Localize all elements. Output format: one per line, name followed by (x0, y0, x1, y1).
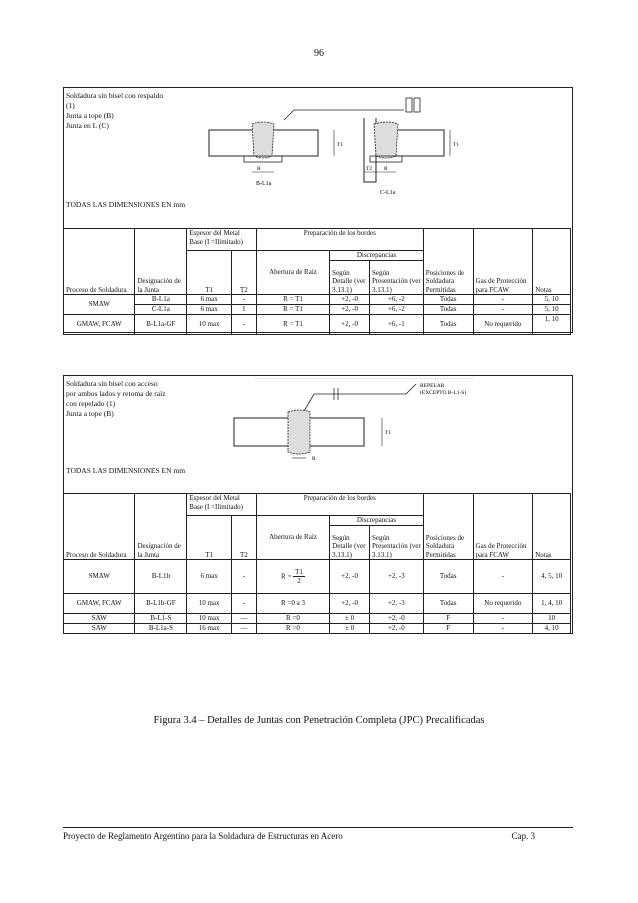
discrepancias-header: Discrepancias (330, 516, 424, 526)
t2-header: T2 (231, 516, 256, 560)
joint-table (63, 493, 571, 634)
joint-detail-figure (214, 378, 474, 462)
proceso-header: Proceso de Soldadura (64, 494, 135, 560)
svg-text:T1: T1 (453, 142, 460, 148)
segun-detalle-header: Según Detalle (ver 3.13.1) (330, 261, 370, 295)
page-footer (63, 827, 573, 841)
joint-block-b-l1a (63, 87, 573, 333)
segun-presentacion-header: Según Presentación (ver 3.13.1) (369, 261, 423, 295)
figure-caption: Figura 3.4 – Detalles de Juntas con Penetración Completa (JPC) Precalificadas (153, 715, 485, 726)
gas-header: Gas de Protección para FCAW (473, 229, 533, 295)
t1-header: T1 (187, 516, 232, 560)
excepto-label: (EXCEPTO B-L1-S) (420, 390, 467, 396)
t2-label: T2 (366, 166, 373, 172)
segun-presentacion-header: Según Presentación (ver 3.13.1) (369, 526, 423, 560)
designacion-header: Designación de la Junta (135, 494, 187, 560)
posiciones-header: Posiciones de Soldadura Permitidas (423, 229, 473, 295)
preparacion-header: Preparación de los bordes (256, 229, 423, 251)
notas-header: Notas (533, 494, 571, 560)
table-row: C-L1a 6 max I R = T1 +2, -0 +6, -2 Todas - 5, 10 (64, 305, 571, 315)
table-row: SMAW B-L1b 6 max - R = $\frac{T1}{2}$ +2, -0 +2, -3 Todas - 4, 5, 10 (64, 560, 571, 594)
repelar-label: REPELAR (420, 383, 445, 389)
footer-title: Proyecto de Reglamento Argentino para la Soldadura de Estructuras en Acero (63, 831, 343, 841)
t1-label: T1 (337, 142, 344, 148)
fig-label-c-l1a: C-L1a (380, 190, 396, 196)
table-row: SAW B-L1-S 10 max — R =0 ± 0 +2, -0 F - 10 (64, 614, 571, 624)
page-number: 96 (314, 48, 324, 59)
preparacion-header: Preparación de los bordes (256, 494, 423, 516)
svg-text:R: R (384, 166, 388, 172)
discrepancias-header: Discrepancias (330, 251, 424, 261)
table-row: SAW B-L1a-S 16 max — R =0 ± 0 +2, -0 F - 4, 10 (64, 624, 571, 634)
t1-header: T1 (187, 251, 232, 295)
designacion-header: Designación de la Junta (135, 229, 187, 295)
fig-label-b-l1a: B-L1a (256, 181, 272, 187)
joint-detail-figure (184, 90, 504, 198)
abertura-header: Abertura de Raíz (256, 516, 329, 560)
dimensions-note: TODAS LAS DIMENSIONES EN mm (66, 200, 186, 209)
table-row: SMAW B-L1a 6 max - R = T1 +2, -0 +6, -2 Todas - 5, 10 (64, 295, 571, 305)
abertura-header: Abertura de Raíz (256, 251, 329, 295)
espesor-header: Espesor del Metal Base (I =Ilimitado) (187, 229, 257, 251)
table-row: GMAW, FCAW B-L1a-GF 10 max - R = T1 +2, -0 +6, -1 Todas No requerido 1, 10 (64, 315, 571, 335)
joint-description: Soldadura sin bisel con acceso por ambos lados y retoma de raíz con repelado (1) Junta a tope (B) (66, 379, 166, 418)
footer-chapter: Cap. 3 (511, 831, 535, 841)
joint-description: Soldadura sin bisel con respaldo (1) Junta a tope (B) Junta en L (C) (66, 91, 164, 130)
gas-header: Gas de Protección para FCAW (473, 494, 533, 560)
proceso-header: Proceso de Soldadura (64, 229, 135, 295)
espesor-header: Espesor del Metal Base (I =Ilimitado) (187, 494, 257, 516)
notas-header: Notas (533, 229, 571, 295)
joint-table (63, 228, 571, 335)
posiciones-header: Posiciones de Soldadura Permitidas (423, 494, 473, 560)
t2-header: T2 (231, 251, 256, 295)
r-label: R (257, 166, 261, 172)
abertura-fraction-cell: R = $\frac{T1}{2}$ (256, 560, 329, 594)
joint-block-b-l1b (63, 375, 573, 634)
table-row: GMAW, FCAW B-L1b-GF 10 max - R =0 a 3 +2, -0 +2, -3 Todas No requerido 1, 4, 10 (64, 594, 571, 614)
t1-label: T1 (385, 430, 392, 436)
segun-detalle-header: Según Detalle (ver 3.13.1) (330, 526, 370, 560)
dimensions-note: TODAS LAS DIMENSIONES EN mm (66, 466, 186, 475)
r-label: R (312, 456, 316, 462)
